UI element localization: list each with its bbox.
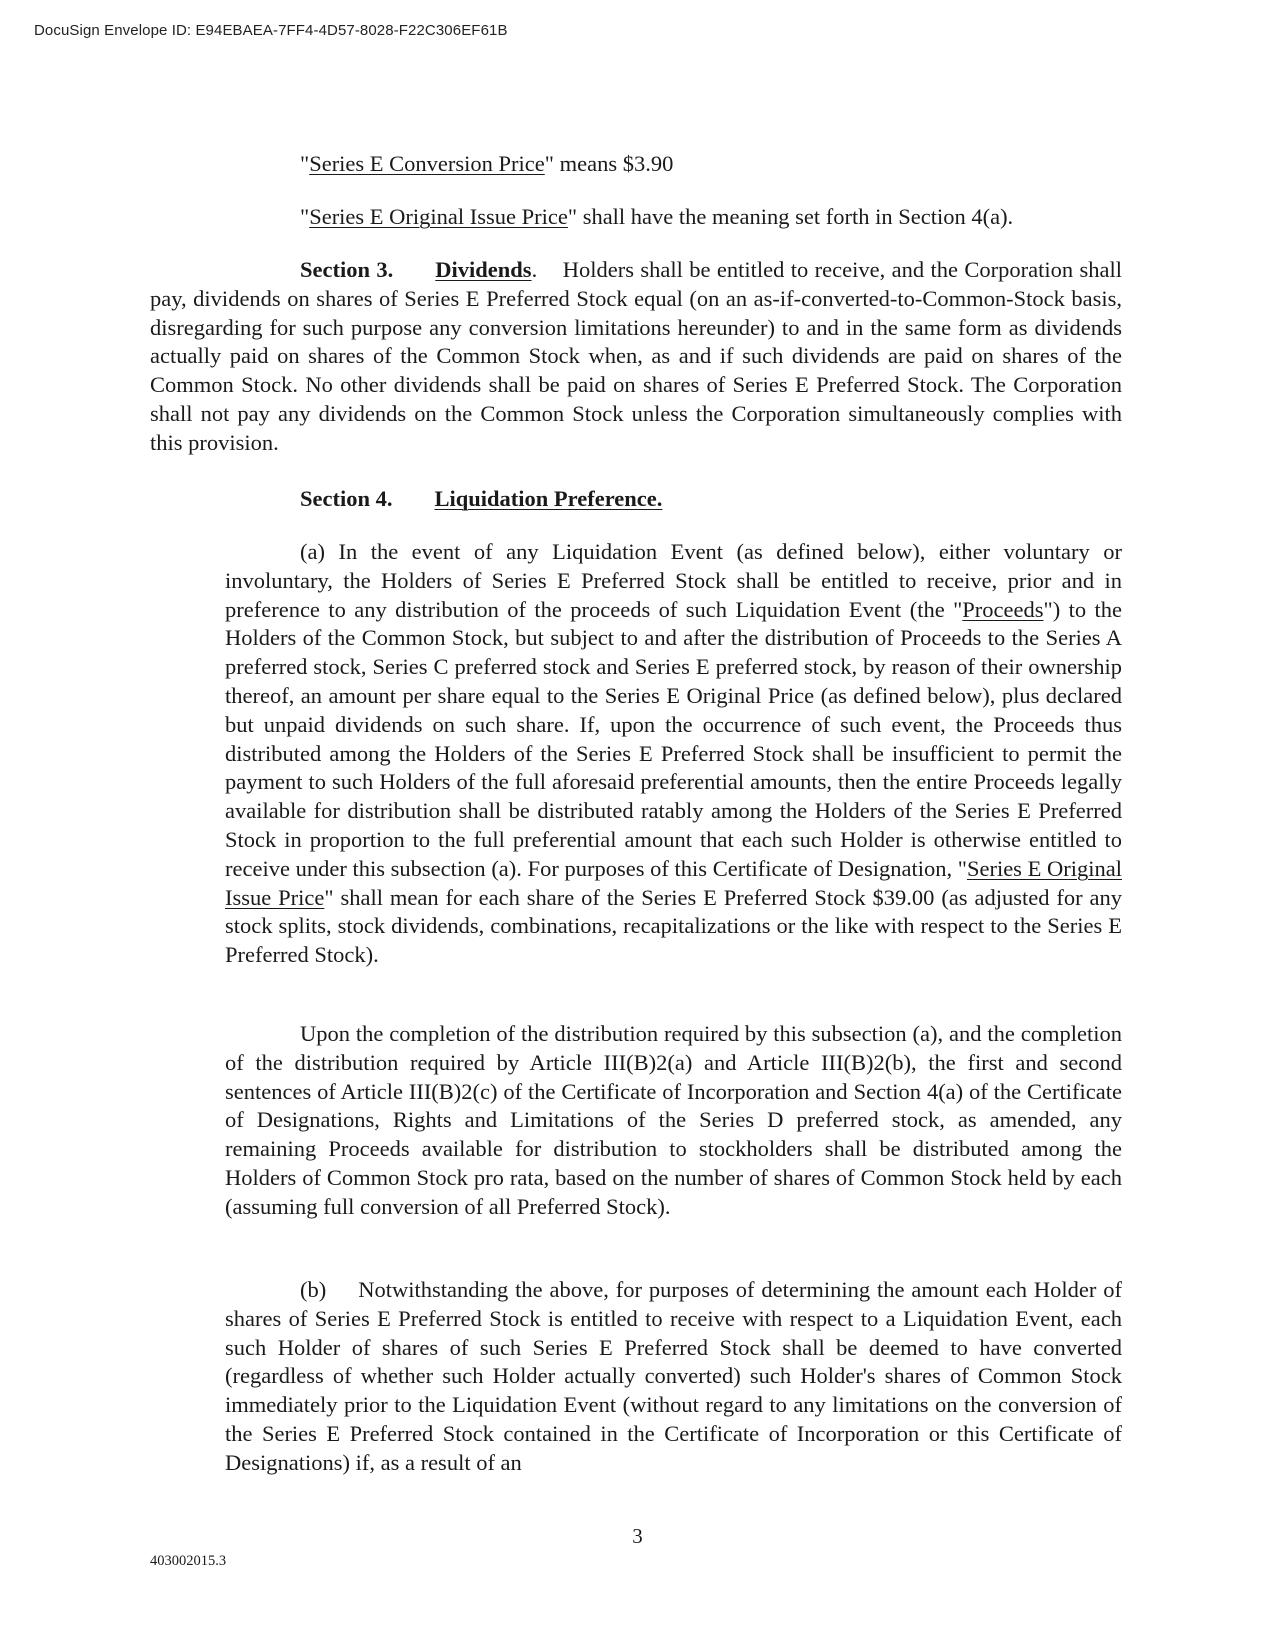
section-4b-label: (b) [300, 1277, 327, 1302]
section-4-heading [300, 485, 1120, 514]
section-3-number: Section 3. [300, 257, 394, 282]
section-4a-text: " shall mean for each share of the Series E Preferred Stock $39.00 (as adjusted for any stock splits, stock dividends, combinations, recapitalizations or the like with respect to the Series E Preferred Stock). [225, 884, 1122, 968]
section-3-title: Dividends [435, 257, 532, 282]
defined-term-proceeds: Proceeds [962, 596, 1044, 622]
section-4b-text: Notwithstanding the above, for purposes of determining the amount each Holder of shares of Series E Preferred Stock is entitled to receive with respect to a Liquidation Event, each such Holder of shares of such Series E Preferred Stock shall be deemed to have converted (regardless of whether such Holder actually converted) such Holder's shares of Common Stock immediately prior to the Liquidation Event (without regard to any limitations on the conversion of the Series E Preferred Stock contained in the Certificate of Incorporation or this Certificate of Designations) if, as a result of an [225, 1277, 1122, 1475]
docusign-envelope-id: DocuSign Envelope ID: E94EBAEA-7FF4-4D57-8028-F22C306EF61B [34, 22, 508, 39]
section-4b-paragraph [225, 1276, 1122, 1478]
section-4-upon-paragraph [225, 1020, 1122, 1222]
page-number: 3 [632, 1524, 643, 1548]
section-4a-text: ") to the Holders of the Common Stock, but subject to and after the distribution of Proceeds to the Series A preferred stock, Series C preferred stock and Series E preferred stock, by reason of their ownership thereof, an amount per share equal to the Series E Original Price (as defined below), plus declared but unpaid dividends on such share. If, upon the occurrence of such event, the Proceeds thus distributed among the Holders of the Series E Preferred Stock shall be insufficient to permit the payment to such Holders of the full aforesaid preferential amounts, then the entire Proceeds legally available for distribution shall be distributed ratably among the Holders of the Series E Preferred Stock in proportion to the full preferential amount that each such Holder is otherwise entitled to receive under this subsection (a). For purposes of this Certificate of Designation, " [225, 596, 1123, 881]
section-4-upon-text: Upon the completion of the distribution required by this subsection (a), and the completion of the distribution required by Article III(B)2(a) and Article III(B)2(b), the first and second sentences of Article III(B)2(c) of the Certificate of Incorporation and Section 4(a) of the Certificate of Designations, Rights and Limitations of the Series D preferred stock, as amended, any remaining Proceeds available for distribution to stockholders shall be distributed among the Holders of Common Stock pro rata, based on the number of shares of Common Stock held by each (assuming full conversion of all Preferred Stock). [225, 1021, 1122, 1219]
document-id: 403002015.3 [150, 1553, 227, 1569]
defined-term-original-issue-price: Series E Original Issue Price [225, 855, 1122, 910]
definition-original-issue-price: "Series E Original Issue Price" shall have the meaning set forth in Section 4(a). [300, 204, 1014, 229]
section-4-number: Section 4. [300, 486, 393, 511]
section-4-title: Liquidation Preference. [434, 486, 663, 511]
section-4a-text: (a) In the event of any Liquidation Event (as defined below), either voluntary or involuntary, the Holders of Series E Preferred Stock shall be entitled to receive, prior and in preference to any distribution of the proceeds of such Liquidation Event (the " [225, 539, 1122, 622]
defined-term: Series E Conversion Price [309, 151, 545, 176]
definition-text: means $3.90 [553, 151, 674, 176]
defined-term: Series E Original Issue Price [309, 204, 568, 229]
section-3-paragraph [150, 256, 1122, 458]
definition-text: shall have the meaning set forth in Section 4(a). [577, 204, 1014, 229]
section-3-title-suffix: . [531, 257, 538, 282]
section-3-text: Holders shall be entitled to receive, and the Corporation shall pay, dividends on shares of Series E Preferred Stock equal (on an as-if-converted-to-Common-Stock basis, disregarding for such purpose any conversion limitations hereunder) to and in the same form as dividends actually paid on shares of the Common Stock when, as and if such dividends are paid on shares of the Common Stock. No other dividends shall be paid on shares of Series E Preferred Stock. The Corporation shall not pay any dividends on the Common Stock unless the Corporation simultaneously complies with this provision. [150, 257, 1123, 455]
section-4a-paragraph [225, 538, 1122, 970]
definition-conversion-price: "Series E Conversion Price" means $3.90 [300, 151, 674, 176]
